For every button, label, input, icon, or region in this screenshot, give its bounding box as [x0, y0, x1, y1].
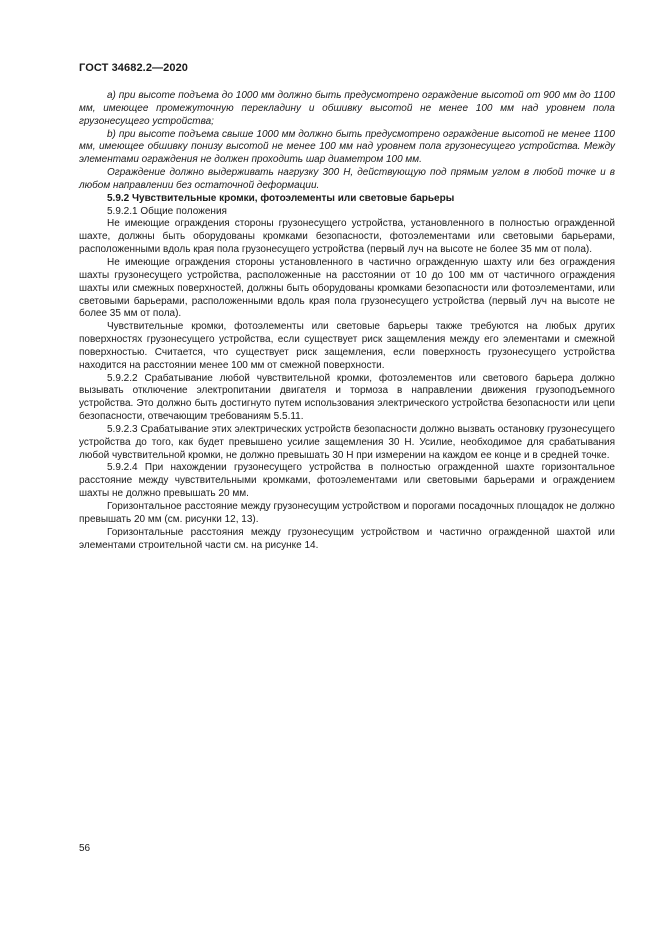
paragraph: Горизонтальное расстояние между грузонесущим устройством и порогами посадочных площадок не должно превышать 20 мм (см. рисунки 12, 13). [79, 501, 615, 525]
paragraph-load-requirement: Ограждение должно выдерживать нагрузку 300 Н, действующую под прямым углом в любой точке и в любом направлении без остаточной деформации. [79, 167, 615, 191]
paragraph: Не имеющие ограждения стороны установленного в частично огражденную шахту или без ограждения шахты грузонесущего устройства, расположенные на расстоянии от 10 до 100 мм от частичного ограждения шахты или смежных поверхностей, должны быть оборудованы кромками безопасности или фотоэлементами, или световыми барьерами, расположенными вдоль края пола грузонесущего устройства (первый луч на высоте не более 35 мм от пола). [79, 256, 615, 320]
body-text [79, 90, 615, 552]
paragraph-5-9-2-4: 5.9.2.4 При нахождении грузонесущего устройства в полностью огражденной шахте горизонтальное расстояние между чувствительными кромками, фотоэлементами или световыми барьерами и ограждением шахты не должно превышать 20 мм. [79, 462, 615, 500]
paragraph-item-b: b) при высоте подъема свыше 1000 мм должно быть предусмотрено ограждение высотой не менее 1100 мм, имеющее обшивку понизу высотой не менее 100 мм над уровнем пола грузонесущего устройства. Между элементами ограждения не должен проходить шар диаметром 100 мм. [79, 128, 615, 166]
paragraph-5-9-2-2: 5.9.2.2 Срабатывание любой чувствительной кромки, фотоэлементов или светового барьера должно вызывать отключение электропитании двигателя и тормоза в направлении движения грузоподъемного устройства. Это должно быть достигнуто путем использования электрического устройства безопасности или цепи безопасности, отвечающим требованиям 5.5.11. [79, 372, 615, 423]
paragraph-item-a: а) при высоте подъема до 1000 мм должно быть предусмотрено ограждение высотой от 900 мм до 1100 мм, имеющее промежуточную перекладину и обшивку высотой не менее 100 мм над уровнем пола грузонесущего устройства; [79, 90, 615, 127]
page-number: 56 [79, 843, 91, 854]
paragraph: Не имеющие ограждения стороны грузонесущего устройства, установленного в полностью огражденной шахте, должны быть оборудованы кромками безопасности, фотоэлементами или световыми барьерами, расположенными вдоль края пола грузонесущего устройства (первый луч на высоте не более 35 мм от пола). [79, 218, 615, 256]
section-heading-5-9-2: 5.9.2 Чувствительные кромки, фотоэлементы или световые барьеры [107, 192, 455, 204]
subsection-heading-5-9-2-1: 5.9.2.1 Общие положения [107, 205, 227, 217]
paragraph-5-9-2-3: 5.9.2.3 Срабатывание этих электрических устройств безопасности должно вызвать остановку грузонесущего устройства до того, как будет превышено усилие защемления 30 Н. Усилие, необходимое для срабатывания любой чувствительной кромки, не должно превышать 30 Н при измерении на каждом ее конце и в средней точке. [79, 423, 615, 461]
paragraph: Горизонтальные расстояния между грузонесущим устройством и частично огражденной шахтой или элементами строительной части см. на рисунке 14. [79, 526, 615, 551]
page-header-standard: ГОСТ 34682.2—2020 [79, 62, 189, 74]
paragraph: Чувствительные кромки, фотоэлементы или световые барьеры также требуются на любых других поверхностях грузонесущего устройства, если существует риск защемления между его элементами и смежной поверхностью. Считается, что существует риск защемления, если поверхность грузонесущего устройства находится на расстоянии менее 100 мм от смежной поверхности. [79, 321, 615, 371]
